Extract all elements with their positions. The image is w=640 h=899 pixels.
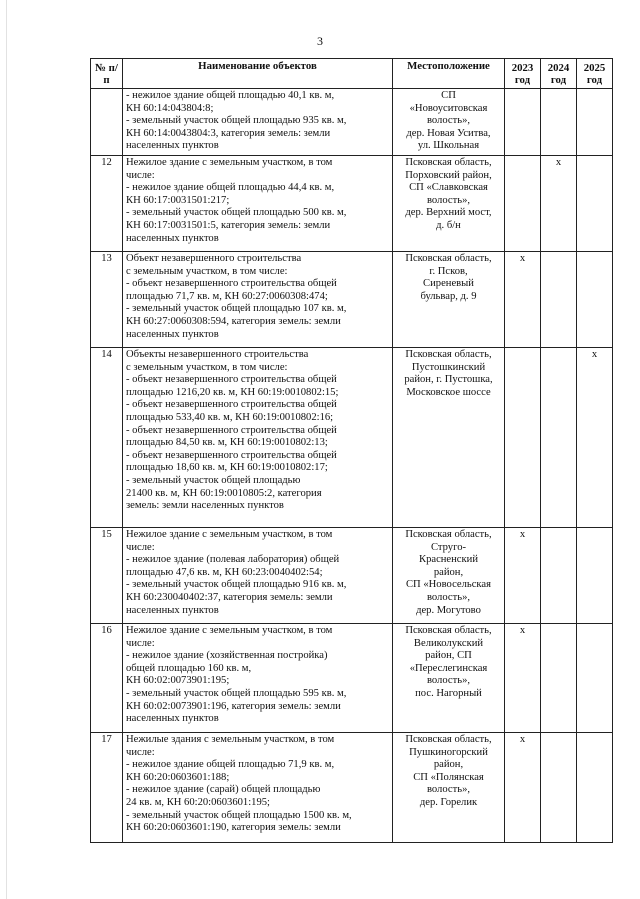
description-line: - земельный участок общей площадью 1500 кв. м, [126, 809, 352, 821]
header-name: Наименование объектов [123, 59, 393, 89]
header-2024: 2024 год [541, 59, 577, 89]
description-line: населенных пунктов [126, 232, 219, 244]
location-line: район, г. Пустошка, [404, 374, 493, 386]
table-row [91, 624, 613, 733]
description-line: площадью 1216,20 кв. м, КН 60:19:0010802:15; [126, 386, 339, 398]
description-line: с земельным участком, в том числе: [126, 265, 288, 277]
table-row [91, 156, 613, 252]
location-line: Порховский район, [405, 169, 492, 181]
table-row [91, 733, 613, 843]
description-line: - нежилое здание (сарай) общей площадью [126, 784, 321, 796]
location-line: Псковская область, [405, 157, 492, 168]
description-line: площадью 18,60 кв. м, КН 60:19:0010802:17; [126, 462, 328, 474]
description-line: общей площадью 160 кв. м, [126, 662, 252, 674]
object-location [393, 733, 505, 843]
year-mark-2023: х [505, 252, 541, 348]
description-line: - объект незавершенного строительства общей [126, 278, 337, 290]
description-line: Объект незавершенного строительства [126, 253, 302, 264]
location-line: дер. Горелик [419, 796, 478, 808]
description-line: - нежилое здание общей площадью 44,4 кв. м, [126, 182, 335, 194]
description-line: площадью 71,7 кв. м, КН 60:27:0060308:474; [126, 290, 328, 302]
description-line: Нежилое здание с земельным участком, в том [126, 625, 333, 636]
location-line: ул. Школьная [417, 140, 480, 152]
location-line: Псковская область, [405, 625, 492, 636]
row-number [91, 89, 123, 156]
location-line: волость», [426, 675, 471, 687]
location-line: район, [433, 759, 464, 771]
description-line: числе: [126, 541, 155, 553]
object-location [393, 528, 505, 624]
header-location: Местоположение [393, 59, 505, 89]
description-line: площадью 84,50 кв. м, КН 60:19:0010802:13; [126, 437, 328, 449]
description-line: - земельный участок общей площадью 916 кв. м, [126, 579, 347, 591]
description-line: КН 60:17:0031501:5, категория земель: земли [126, 219, 331, 231]
description-line: Нежилые здания с земельным участком, в том [126, 734, 335, 745]
location-line: дер. Верхний мост, [405, 207, 492, 219]
row-number: 17 [91, 733, 123, 843]
table-row [91, 89, 613, 156]
description-line: - объект незавершенного строительства общей [126, 374, 337, 386]
location-line: район, СП [425, 650, 472, 662]
year-mark-2025 [577, 89, 613, 156]
row-number: 15 [91, 528, 123, 624]
description-line: - объект незавершенного строительства общей [126, 424, 337, 436]
header-num: № п/п [91, 59, 123, 89]
year-mark-2024 [541, 348, 577, 528]
row-number: 12 [91, 156, 123, 252]
row-number: 13 [91, 252, 123, 348]
location-line: «Переслегинская [409, 662, 488, 674]
description-line: КН 60:230040402:37, категория земель: земли [126, 591, 333, 603]
description-line: - земельный участок общей площадью 500 кв. м, [126, 207, 347, 219]
description-line: Нежилое здание с земельным участком, в том [126, 529, 333, 540]
location-line: СП «Славковская [409, 182, 488, 194]
description-line: КН 60:14:043804:8; [126, 102, 214, 114]
description-line: - земельный участок общей площадью 595 кв. м, [126, 687, 347, 699]
object-location [393, 156, 505, 252]
description-line: КН 60:14:0043804:3, категория земель: земли [126, 127, 331, 139]
header-2025: 2025 год [577, 59, 613, 89]
description-line: КН 60:20:0603601:188; [126, 771, 230, 783]
description-line: - нежилое здание (полевая лаборатория) общей [126, 554, 340, 566]
table-header-row [91, 59, 613, 89]
location-line: дер. Могутово [416, 604, 481, 616]
table-row [91, 348, 613, 528]
year-mark-2024 [541, 624, 577, 733]
year-mark-2024 [541, 733, 577, 843]
description-line: Нежилое здание с земельным участком, в том [126, 157, 333, 168]
year-mark-2025: х [577, 348, 613, 528]
description-line: КН 60:27:0060308:594, категория земель: земли [126, 315, 341, 327]
year-mark-2025 [577, 528, 613, 624]
year-mark-2025 [577, 252, 613, 348]
table-row [91, 528, 613, 624]
description-line: числе: [126, 169, 155, 181]
objects-table [90, 58, 613, 843]
description-line: числе: [126, 637, 155, 649]
object-location [393, 348, 505, 528]
location-line: Псковская область, [405, 349, 492, 360]
location-line: Пустошкинский [411, 361, 486, 373]
description-line: площадью 47,6 кв. м, КН 60:23:0040402:54; [126, 566, 323, 578]
page-number: 3 [317, 34, 323, 48]
object-description [123, 252, 393, 348]
description-line: населенных пунктов [126, 713, 219, 725]
description-line: КН 60:02:0073901:195; [126, 675, 230, 687]
location-line: Псковская область, [405, 734, 492, 745]
year-mark-2024: х [541, 156, 577, 252]
description-line: населенных пунктов [126, 604, 219, 616]
description-line: - объект незавершенного строительства общей [126, 399, 337, 411]
object-description [123, 348, 393, 528]
description-line: с земельным участком, в том числе: [126, 361, 288, 373]
location-line: волость», [426, 591, 471, 603]
location-line: район, [433, 566, 464, 578]
scan-edge-line [6, 0, 7, 899]
object-description [123, 89, 393, 156]
description-line: числе: [126, 746, 155, 758]
location-line: Сиреневый [423, 278, 474, 290]
description-line: КН 60:02:0073901:196, категория земель: земли [126, 700, 341, 712]
object-location [393, 624, 505, 733]
location-line: волость», [426, 194, 471, 206]
location-line: Псковская область, [405, 253, 492, 264]
description-line: - нежилое здание общей площадью 71,9 кв. м, [126, 759, 335, 771]
description-line: - земельный участок общей площадью 107 кв. м, [126, 303, 347, 315]
year-mark-2023: х [505, 528, 541, 624]
location-line: Великолукский [413, 637, 484, 649]
row-number: 14 [91, 348, 123, 528]
year-mark-2023 [505, 348, 541, 528]
description-line: - земельный участок общей площадью [126, 474, 301, 486]
description-line: КН 60:17:0031501:217; [126, 194, 230, 206]
description-line: КН 60:20:0603601:190, категория земель: земли [126, 822, 341, 834]
description-line: - нежилое здание (хозяйственная постройка) [126, 650, 328, 662]
description-line: - нежилое здание общей площадью 40,1 кв. м, [126, 90, 335, 101]
description-line: 24 кв. м, КН 60:20:0603601:195; [126, 796, 270, 808]
location-line: пос. Нагорный [415, 687, 482, 699]
year-mark-2025 [577, 624, 613, 733]
description-line: населенных пунктов [126, 140, 219, 152]
object-location [393, 89, 505, 156]
location-line: Красненский [419, 554, 478, 566]
description-line: - земельный участок общей площадью 935 кв. м, [126, 115, 347, 127]
location-line: Псковская область, [405, 529, 492, 540]
location-line: дер. Новая Уситва, [406, 127, 491, 139]
description-line: земель: земли населенных пунктов [126, 500, 284, 512]
row-number: 16 [91, 624, 123, 733]
object-description [123, 528, 393, 624]
location-line: волость», [426, 784, 471, 796]
year-mark-2025 [577, 156, 613, 252]
description-line: Объекты незавершенного строительства [126, 349, 309, 360]
location-line: г. Псков, [429, 265, 468, 277]
location-line: СП «Полянская [413, 771, 484, 783]
year-mark-2023 [505, 156, 541, 252]
object-location [393, 252, 505, 348]
location-line: д. б/н [436, 219, 461, 231]
year-mark-2024 [541, 528, 577, 624]
year-mark-2024 [541, 252, 577, 348]
object-description [123, 733, 393, 843]
table-row [91, 252, 613, 348]
description-line: 21400 кв. м, КН 60:19:0010805:2, категория [126, 487, 322, 499]
description-line: площадью 533,40 кв. м, КН 60:19:0010802:16; [126, 411, 334, 423]
year-mark-2023 [505, 89, 541, 156]
location-line: СП [441, 90, 456, 101]
year-mark-2023: х [505, 733, 541, 843]
year-mark-2024 [541, 89, 577, 156]
object-description [123, 624, 393, 733]
location-line: СП «Новосельская [405, 579, 491, 591]
location-line: Московское шоссе [406, 386, 491, 398]
description-line: - объект незавершенного строительства общей [126, 449, 337, 461]
object-description [123, 156, 393, 252]
location-line: «Новоуситовская [409, 102, 488, 114]
location-line: бульвар, д. 9 [420, 290, 477, 302]
location-line: Струго- [430, 541, 467, 553]
year-mark-2023: х [505, 624, 541, 733]
description-line: населенных пунктов [126, 328, 219, 340]
header-2023: 2023 год [505, 59, 541, 89]
location-line: Пушкиногорский [409, 746, 488, 758]
location-line: волость», [426, 115, 471, 127]
year-mark-2025 [577, 733, 613, 843]
